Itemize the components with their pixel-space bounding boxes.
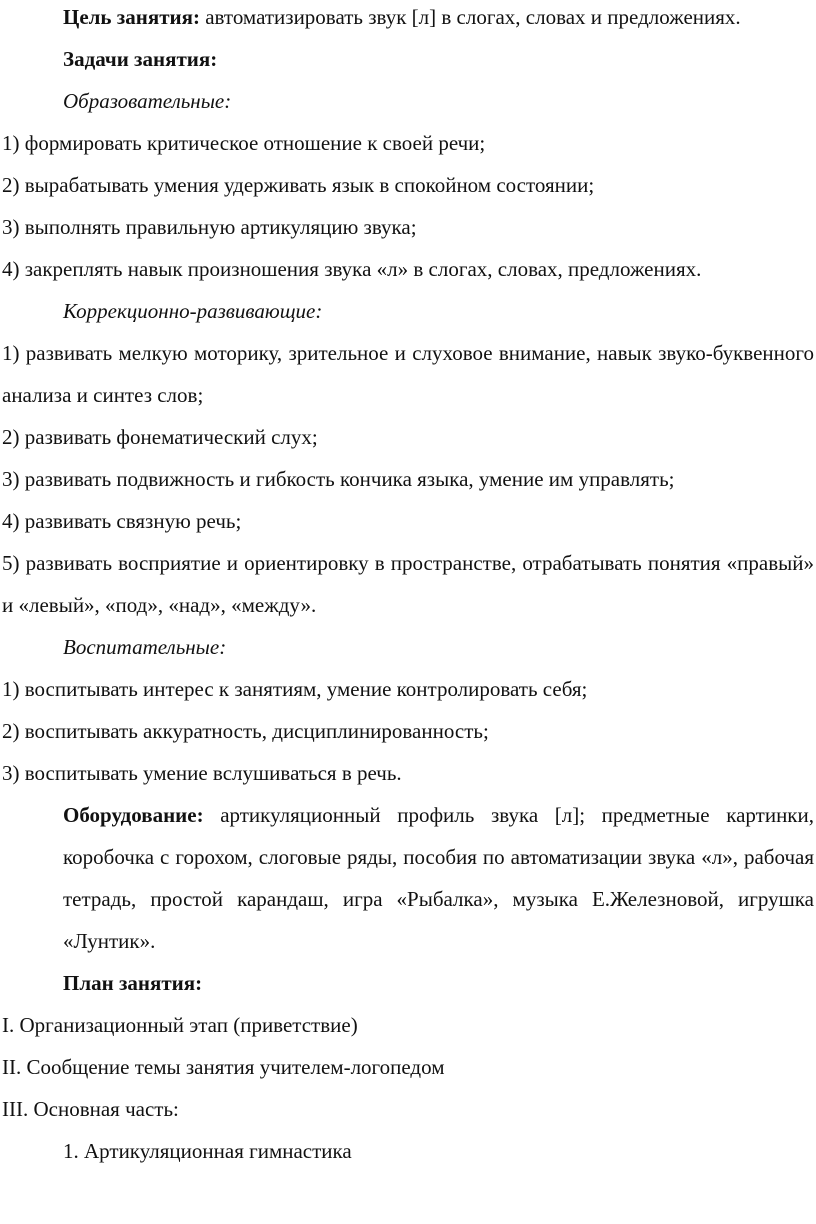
- plan-item-3: III. Основная часть:: [2, 1097, 179, 1121]
- corrective-item-1: 1) развивать мелкую моторику, зрительное и слуховое внимание, навык звуко-буквенного анализа и синтез слов;: [2, 341, 814, 407]
- corrective-heading: Коррекционно-развивающие:: [63, 299, 323, 323]
- plan-item-1: I. Организационный этап (приветствие): [2, 1013, 358, 1037]
- plan-item-2: II. Сообщение темы занятия учителем-логопедом: [2, 1055, 445, 1079]
- upbringing-item-2: 2) воспитывать аккуратность, дисциплинированность;: [2, 719, 489, 743]
- plan-heading: План занятия:: [63, 971, 203, 995]
- educational-item-3: 3) выполнять правильную артикуляцию звука;: [2, 215, 417, 239]
- tasks-heading: Задачи занятия:: [63, 47, 218, 71]
- goal-paragraph: [2, 0, 814, 38]
- educational-item-4: 4) закреплять навык произношения звука «л» в слогах, словах, предложениях.: [2, 257, 702, 281]
- upbringing-heading: Воспитательные:: [63, 635, 227, 659]
- equipment-text: артикуляционный профиль звука [л]; предметные картинки, коробочка с горохом, слоговые ряды, пособия по автоматизации звука «л», рабочая тетрадь, простой карандаш, игра «Рыбалка», музыка Е.Железновой, игрушка «Лунтик».: [63, 803, 814, 953]
- plan-subitem-1: 1. Артикуляционная гимнастика: [63, 1139, 352, 1163]
- upbringing-item-1: 1) воспитывать интерес к занятиям, умение контролировать себя;: [2, 677, 588, 701]
- corrective-item-4: 4) развивать связную речь;: [2, 509, 242, 533]
- educational-heading: Образовательные:: [63, 89, 232, 113]
- corrective-item-5: 5) развивать восприятие и ориентировку в пространстве, отрабатывать понятия «правый» и «левый», «под», «над», «между».: [2, 551, 814, 617]
- equipment-label: Оборудование:: [63, 803, 204, 827]
- corrective-item-3: 3) развивать подвижность и гибкость кончика языка, умение им управлять;: [2, 467, 675, 491]
- goal-label: Цель занятия:: [63, 5, 200, 29]
- upbringing-item-3: 3) воспитывать умение вслушиваться в речь.: [2, 761, 402, 785]
- equipment-paragraph: [2, 794, 814, 962]
- corrective-item-2: 2) развивать фонематический слух;: [2, 425, 318, 449]
- goal-text: автоматизировать звук [л] в слогах, словах и предложениях.: [199, 5, 741, 29]
- educational-item-2: 2) вырабатывать умения удерживать язык в спокойном состоянии;: [2, 173, 595, 197]
- educational-item-1: 1) формировать критическое отношение к своей речи;: [2, 131, 486, 155]
